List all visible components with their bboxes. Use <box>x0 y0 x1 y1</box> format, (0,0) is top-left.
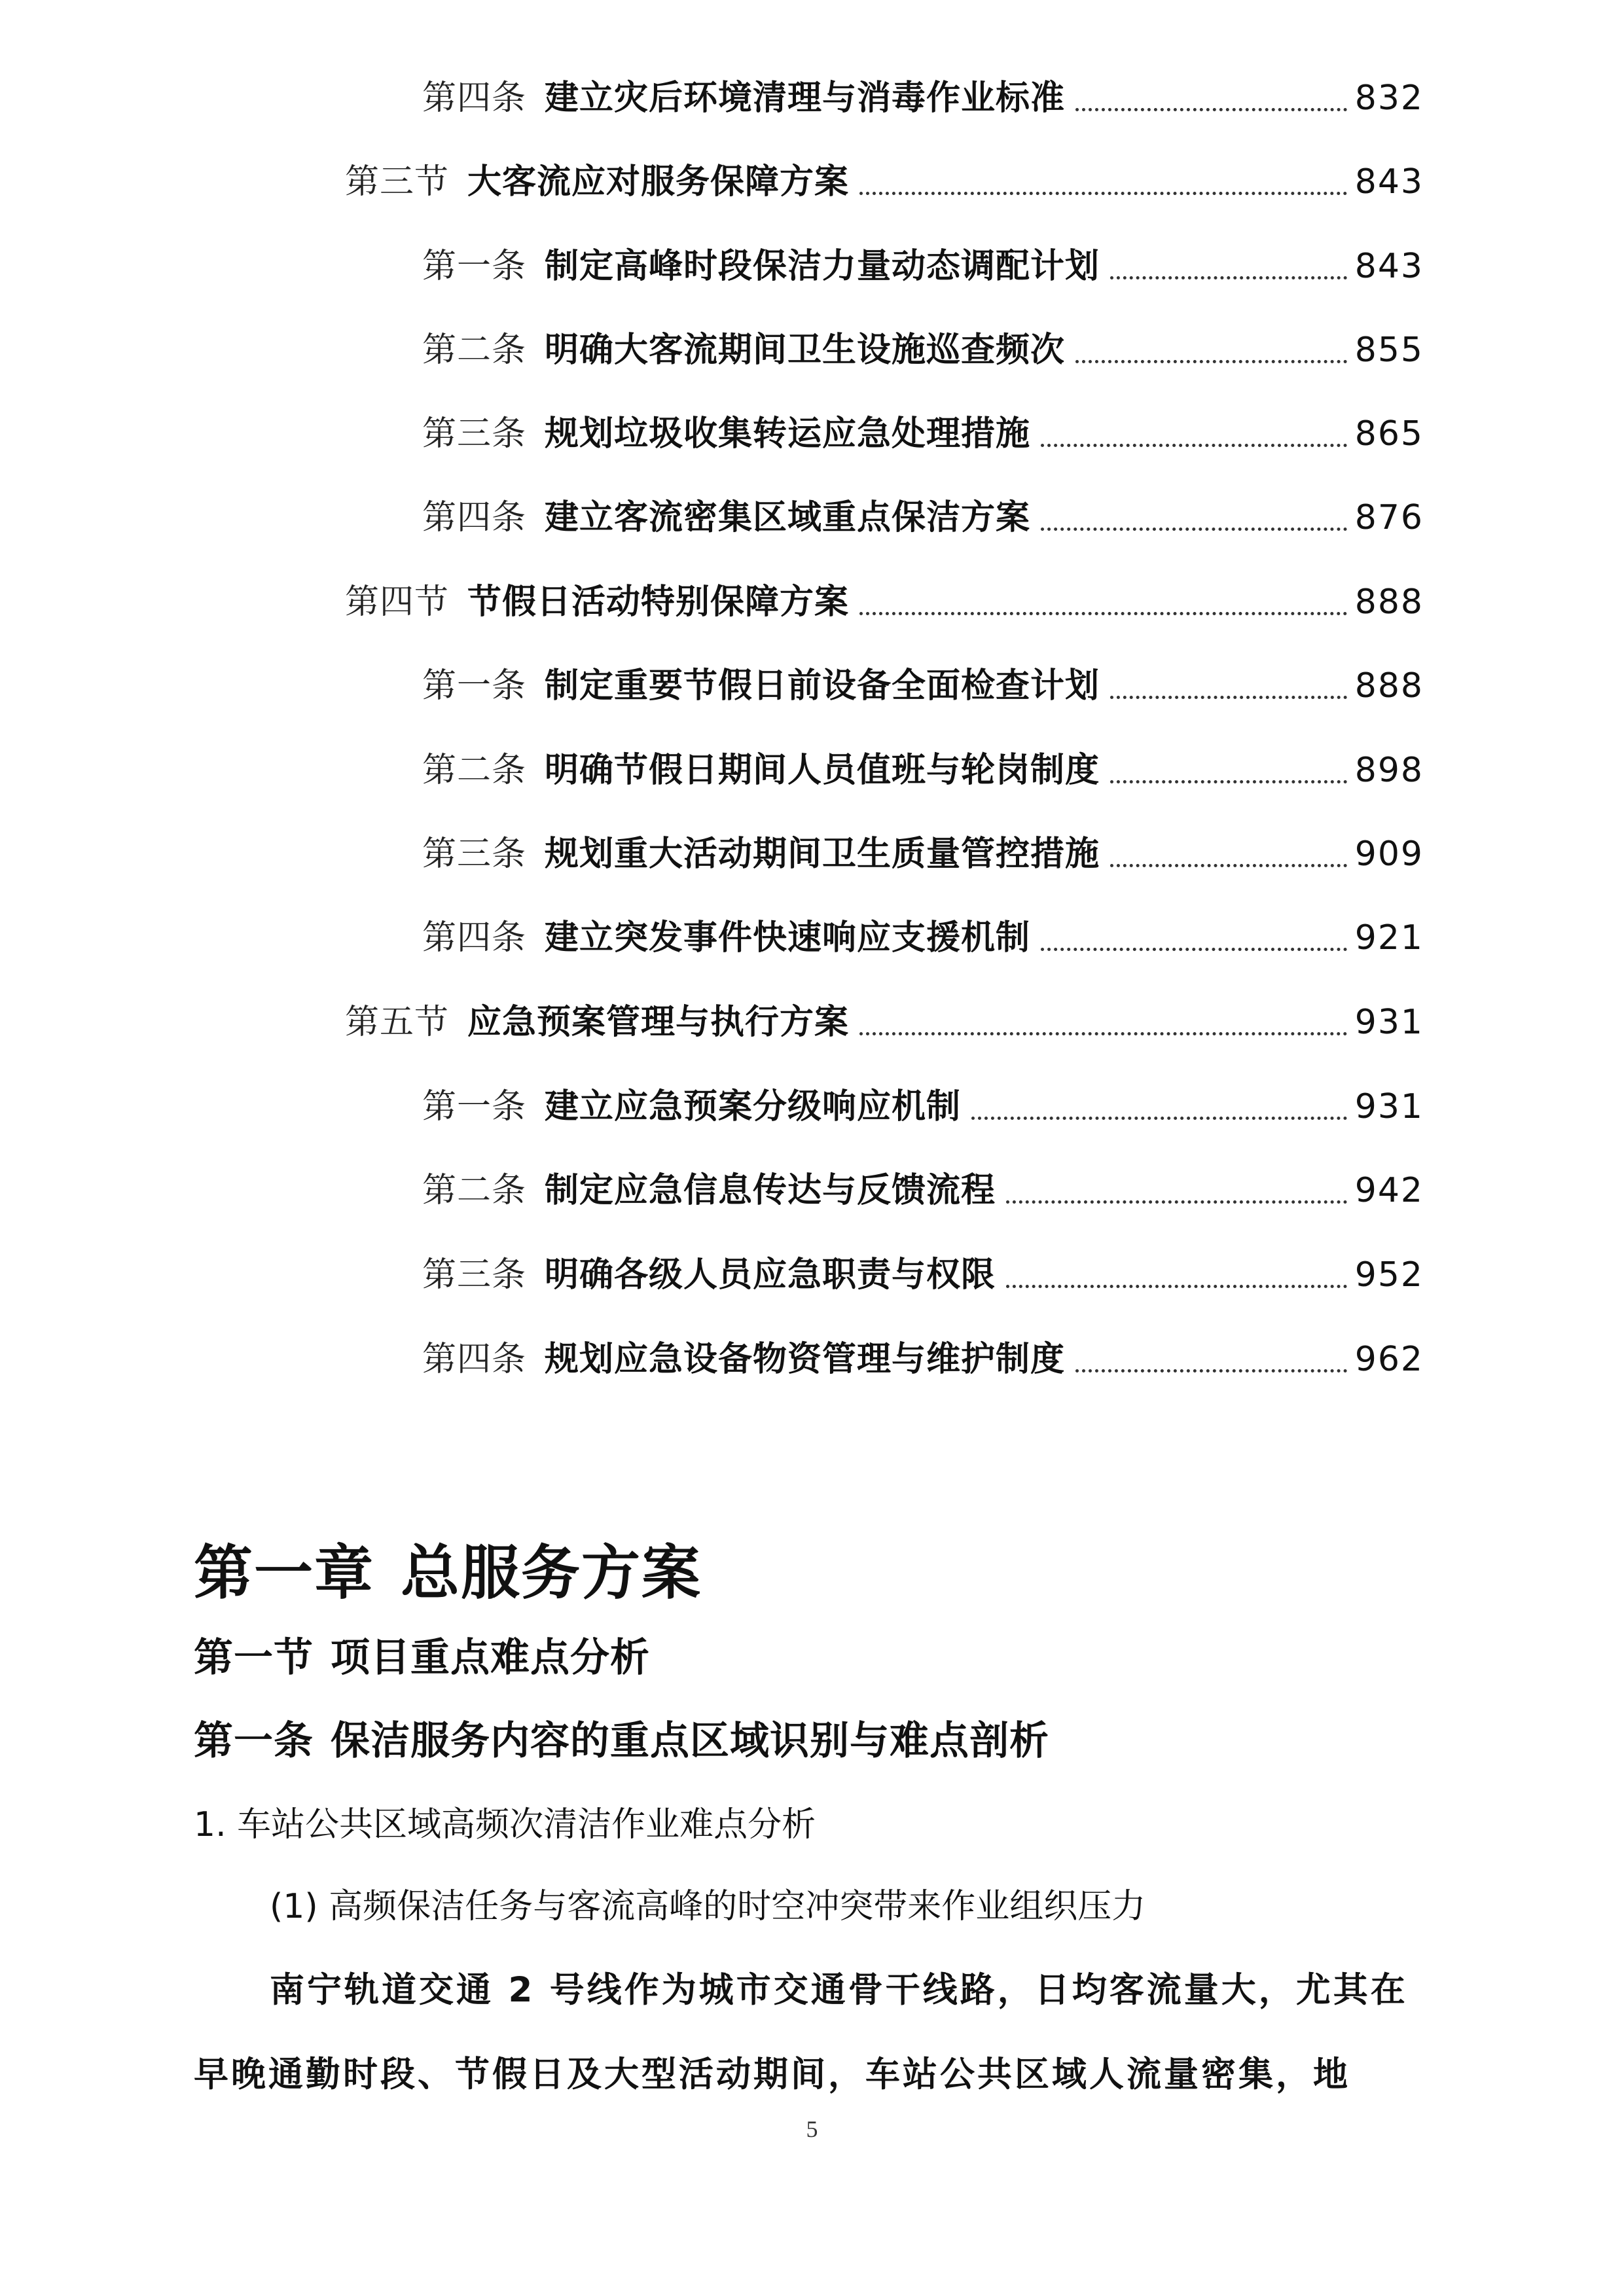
toc-entry-page: 942 <box>1354 1171 1424 1210</box>
toc-entry-label: 第四条 <box>422 79 527 118</box>
toc-dot-leader <box>1041 444 1347 447</box>
numbered-item: 1. 车站公共区域高频次清洁作业难点分析 <box>194 1805 816 1844</box>
toc-entry-label: 第四条 <box>422 1340 527 1379</box>
toc-entry[interactable] <box>422 72 1424 124</box>
toc-dot-leader <box>1110 864 1347 867</box>
toc-entry-page: 888 <box>1354 666 1424 706</box>
toc-entry-page: 921 <box>1354 918 1424 958</box>
toc-entry-page: 832 <box>1354 79 1424 118</box>
toc-entry[interactable] <box>422 324 1424 376</box>
toc-entry[interactable] <box>422 492 1424 544</box>
toc-entry-title: 大客流应对服务保障方案 <box>467 162 850 202</box>
toc-dot-leader <box>1110 780 1347 783</box>
toc-entry-label: 第三条 <box>422 834 527 874</box>
toc-entry-title: 建立突发事件快速响应支援机制 <box>545 918 1031 958</box>
toc-entry[interactable] <box>422 1081 1424 1133</box>
article-label: 第一条 <box>194 1718 314 1764</box>
toc-entry-title: 制定重要节假日前设备全面检查计划 <box>545 666 1100 706</box>
toc-entry-label: 第四条 <box>422 498 527 537</box>
section-heading <box>194 1626 650 1683</box>
toc-entry-page: 843 <box>1354 247 1424 286</box>
toc-entry-page: 952 <box>1354 1255 1424 1295</box>
toc-dot-leader <box>1075 1369 1347 1372</box>
toc-dot-leader <box>1041 528 1347 531</box>
toc-entry[interactable] <box>422 1249 1424 1301</box>
toc-entry-label: 第三节 <box>345 162 450 202</box>
toc-entry-title: 规划重大活动期间卫生质量管控措施 <box>545 834 1100 874</box>
toc-dot-leader <box>1075 360 1347 363</box>
toc-entry-label: 第二条 <box>422 1171 527 1210</box>
toc-entry-label: 第三条 <box>422 1255 527 1295</box>
toc-entry-title: 明确各级人员应急职责与权限 <box>545 1255 996 1295</box>
toc-entry-page: 931 <box>1354 1087 1424 1126</box>
toc-entry[interactable] <box>422 1164 1424 1217</box>
toc-entry-title: 制定应急信息传达与反馈流程 <box>545 1171 996 1210</box>
toc-dot-leader <box>971 1117 1347 1120</box>
toc-dot-leader <box>1110 696 1347 699</box>
toc-dot-leader <box>859 612 1347 615</box>
toc-dot-leader <box>1110 276 1347 279</box>
toc-dot-leader <box>1075 108 1347 111</box>
toc-dot-leader <box>1041 948 1347 951</box>
toc-entry-label: 第五节 <box>345 1003 450 1042</box>
toc-entry-page: 931 <box>1354 1003 1424 1042</box>
toc-entry-title: 节假日活动特别保障方案 <box>467 583 850 622</box>
toc-dot-leader <box>1006 1200 1347 1204</box>
toc-entry[interactable] <box>422 660 1424 712</box>
section-title: 项目重点难点分析 <box>331 1635 650 1681</box>
toc-entry-page: 865 <box>1354 414 1424 454</box>
toc-entry[interactable] <box>422 744 1424 797</box>
toc-entry-title: 明确大客流期间卫生设施巡查频次 <box>545 331 1066 370</box>
toc-entry[interactable] <box>345 156 1424 208</box>
toc-entry-page: 855 <box>1354 331 1424 370</box>
toc-entry[interactable] <box>422 240 1424 293</box>
toc-entry[interactable] <box>422 912 1424 964</box>
toc-dot-leader <box>859 192 1347 195</box>
toc-entry-title: 明确节假日期间人员值班与轮岗制度 <box>545 751 1100 790</box>
section-label: 第一节 <box>194 1635 314 1681</box>
toc-entry-title: 规划应急设备物资管理与维护制度 <box>545 1340 1066 1379</box>
toc-entry-page: 843 <box>1354 162 1424 202</box>
toc-entry[interactable] <box>422 1333 1424 1386</box>
toc-entry-title: 规划垃圾收集转运应急处理措施 <box>545 414 1031 454</box>
toc-entry[interactable] <box>345 996 1424 1049</box>
page-number: 5 <box>806 2116 818 2142</box>
toc-entry-page: 962 <box>1354 1340 1424 1379</box>
toc-entry-title: 建立客流密集区域重点保洁方案 <box>545 498 1031 537</box>
sub-item: (1) 高频保洁任务与客流高峰的时空冲突带来作业组织压力 <box>270 1887 1146 1926</box>
toc-entry-page: 888 <box>1354 583 1424 622</box>
toc-dot-leader <box>1006 1285 1347 1288</box>
toc-entry-label: 第一条 <box>422 666 527 706</box>
toc-entry-page: 909 <box>1354 834 1424 874</box>
toc-entry-label: 第三条 <box>422 414 527 454</box>
paragraph-line-2: 早晚通勤时段、节假日及大型活动期间，车站公共区域人流量密集，地 <box>194 2054 1350 2094</box>
toc-entry-page: 898 <box>1354 751 1424 790</box>
toc-dot-leader <box>859 1032 1347 1035</box>
article-title: 保洁服务内容的重点区域识别与难点剖析 <box>331 1718 1049 1764</box>
toc-entry[interactable] <box>422 828 1424 880</box>
paragraph-line-1: 南宁轨道交通 2 号线作为城市交通骨干线路，日均客流量大，尤其在 <box>270 1970 1408 2010</box>
toc-entry-title: 制定高峰时段保洁力量动态调配计划 <box>545 247 1100 286</box>
toc-entry-label: 第二条 <box>422 331 527 370</box>
toc-entry-title: 应急预案管理与执行方案 <box>467 1003 850 1042</box>
toc-entry-title: 建立灾后环境清理与消毒作业标准 <box>545 79 1066 118</box>
toc-entry-label: 第一条 <box>422 247 527 286</box>
toc-entry[interactable] <box>345 576 1424 628</box>
toc-entry-label: 第四条 <box>422 918 527 958</box>
toc-entry[interactable] <box>422 408 1424 460</box>
toc-entry-label: 第一条 <box>422 1087 527 1126</box>
toc-entry-page: 876 <box>1354 498 1424 537</box>
chapter-title: 总服务方案 <box>401 1539 702 1607</box>
chapter-heading <box>194 1525 702 1610</box>
article-heading <box>194 1710 1049 1766</box>
toc-entry-label: 第二条 <box>422 751 527 790</box>
chapter-label: 第一章 <box>194 1539 374 1607</box>
toc-entry-title: 建立应急预案分级响应机制 <box>545 1087 962 1126</box>
toc-entry-label: 第四节 <box>345 583 450 622</box>
